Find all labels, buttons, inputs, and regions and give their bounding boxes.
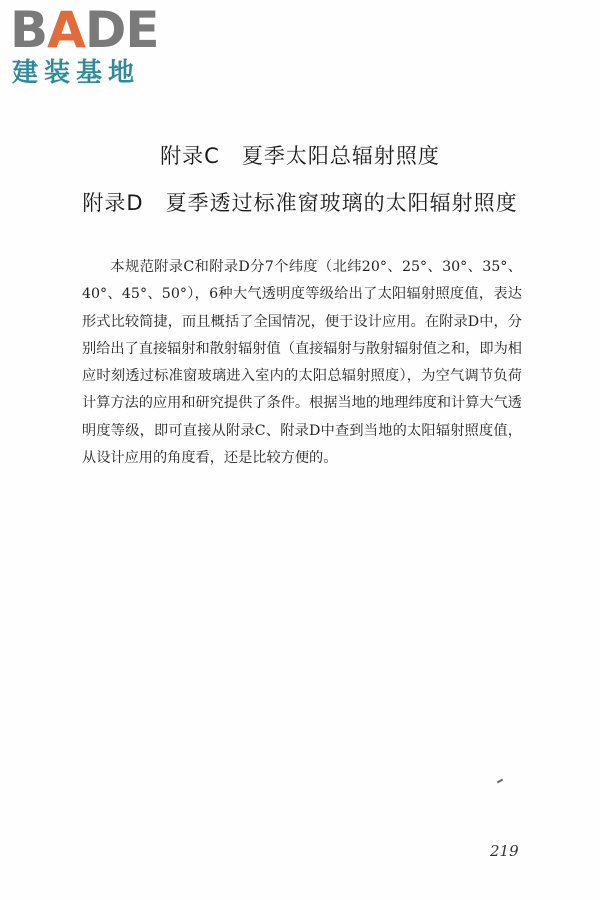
logo-subtitle: 建装基地 <box>12 58 141 88</box>
logo-letter-a: A <box>47 1 85 59</box>
logo-letter-b: B <box>10 1 48 59</box>
logo-letters-de: DE <box>84 1 159 59</box>
appendix-d-title: 附录D 夏季透过标准窗玻璃的太阳辐射照度 <box>82 191 518 215</box>
appendix-c-title: 附录C 夏季太阳总辐射照度 <box>160 144 440 168</box>
logo-wordmark <box>10 2 159 58</box>
page-number: 219 <box>490 842 519 860</box>
watermark-logo <box>10 2 180 92</box>
scan-mark <box>497 779 503 784</box>
body-paragraph: 本规范附录C和附录D分7个纬度（北纬20°、25°、30°、35°、40°、45°、50°），6种大气透明度等级给出了太阳辐射照度值，表达形式比较简捷，而且概括了全国情况，便于设计应用。在附录D中，分别给出了直接辐射和散射辐射值（直接辐射与散射辐射值之和，即为相应时刻透过标准窗玻璃进入室内的太阳总辐射照度），为空气调节负荷计算方法的应用和研究提供了条件。根据当地的地理纬度和计算大气透明度等级，即可直接从附录C、附录D中查到当地的太阳辐射照度值，从设计应用的角度看，还是比较方便的。 <box>82 259 522 467</box>
